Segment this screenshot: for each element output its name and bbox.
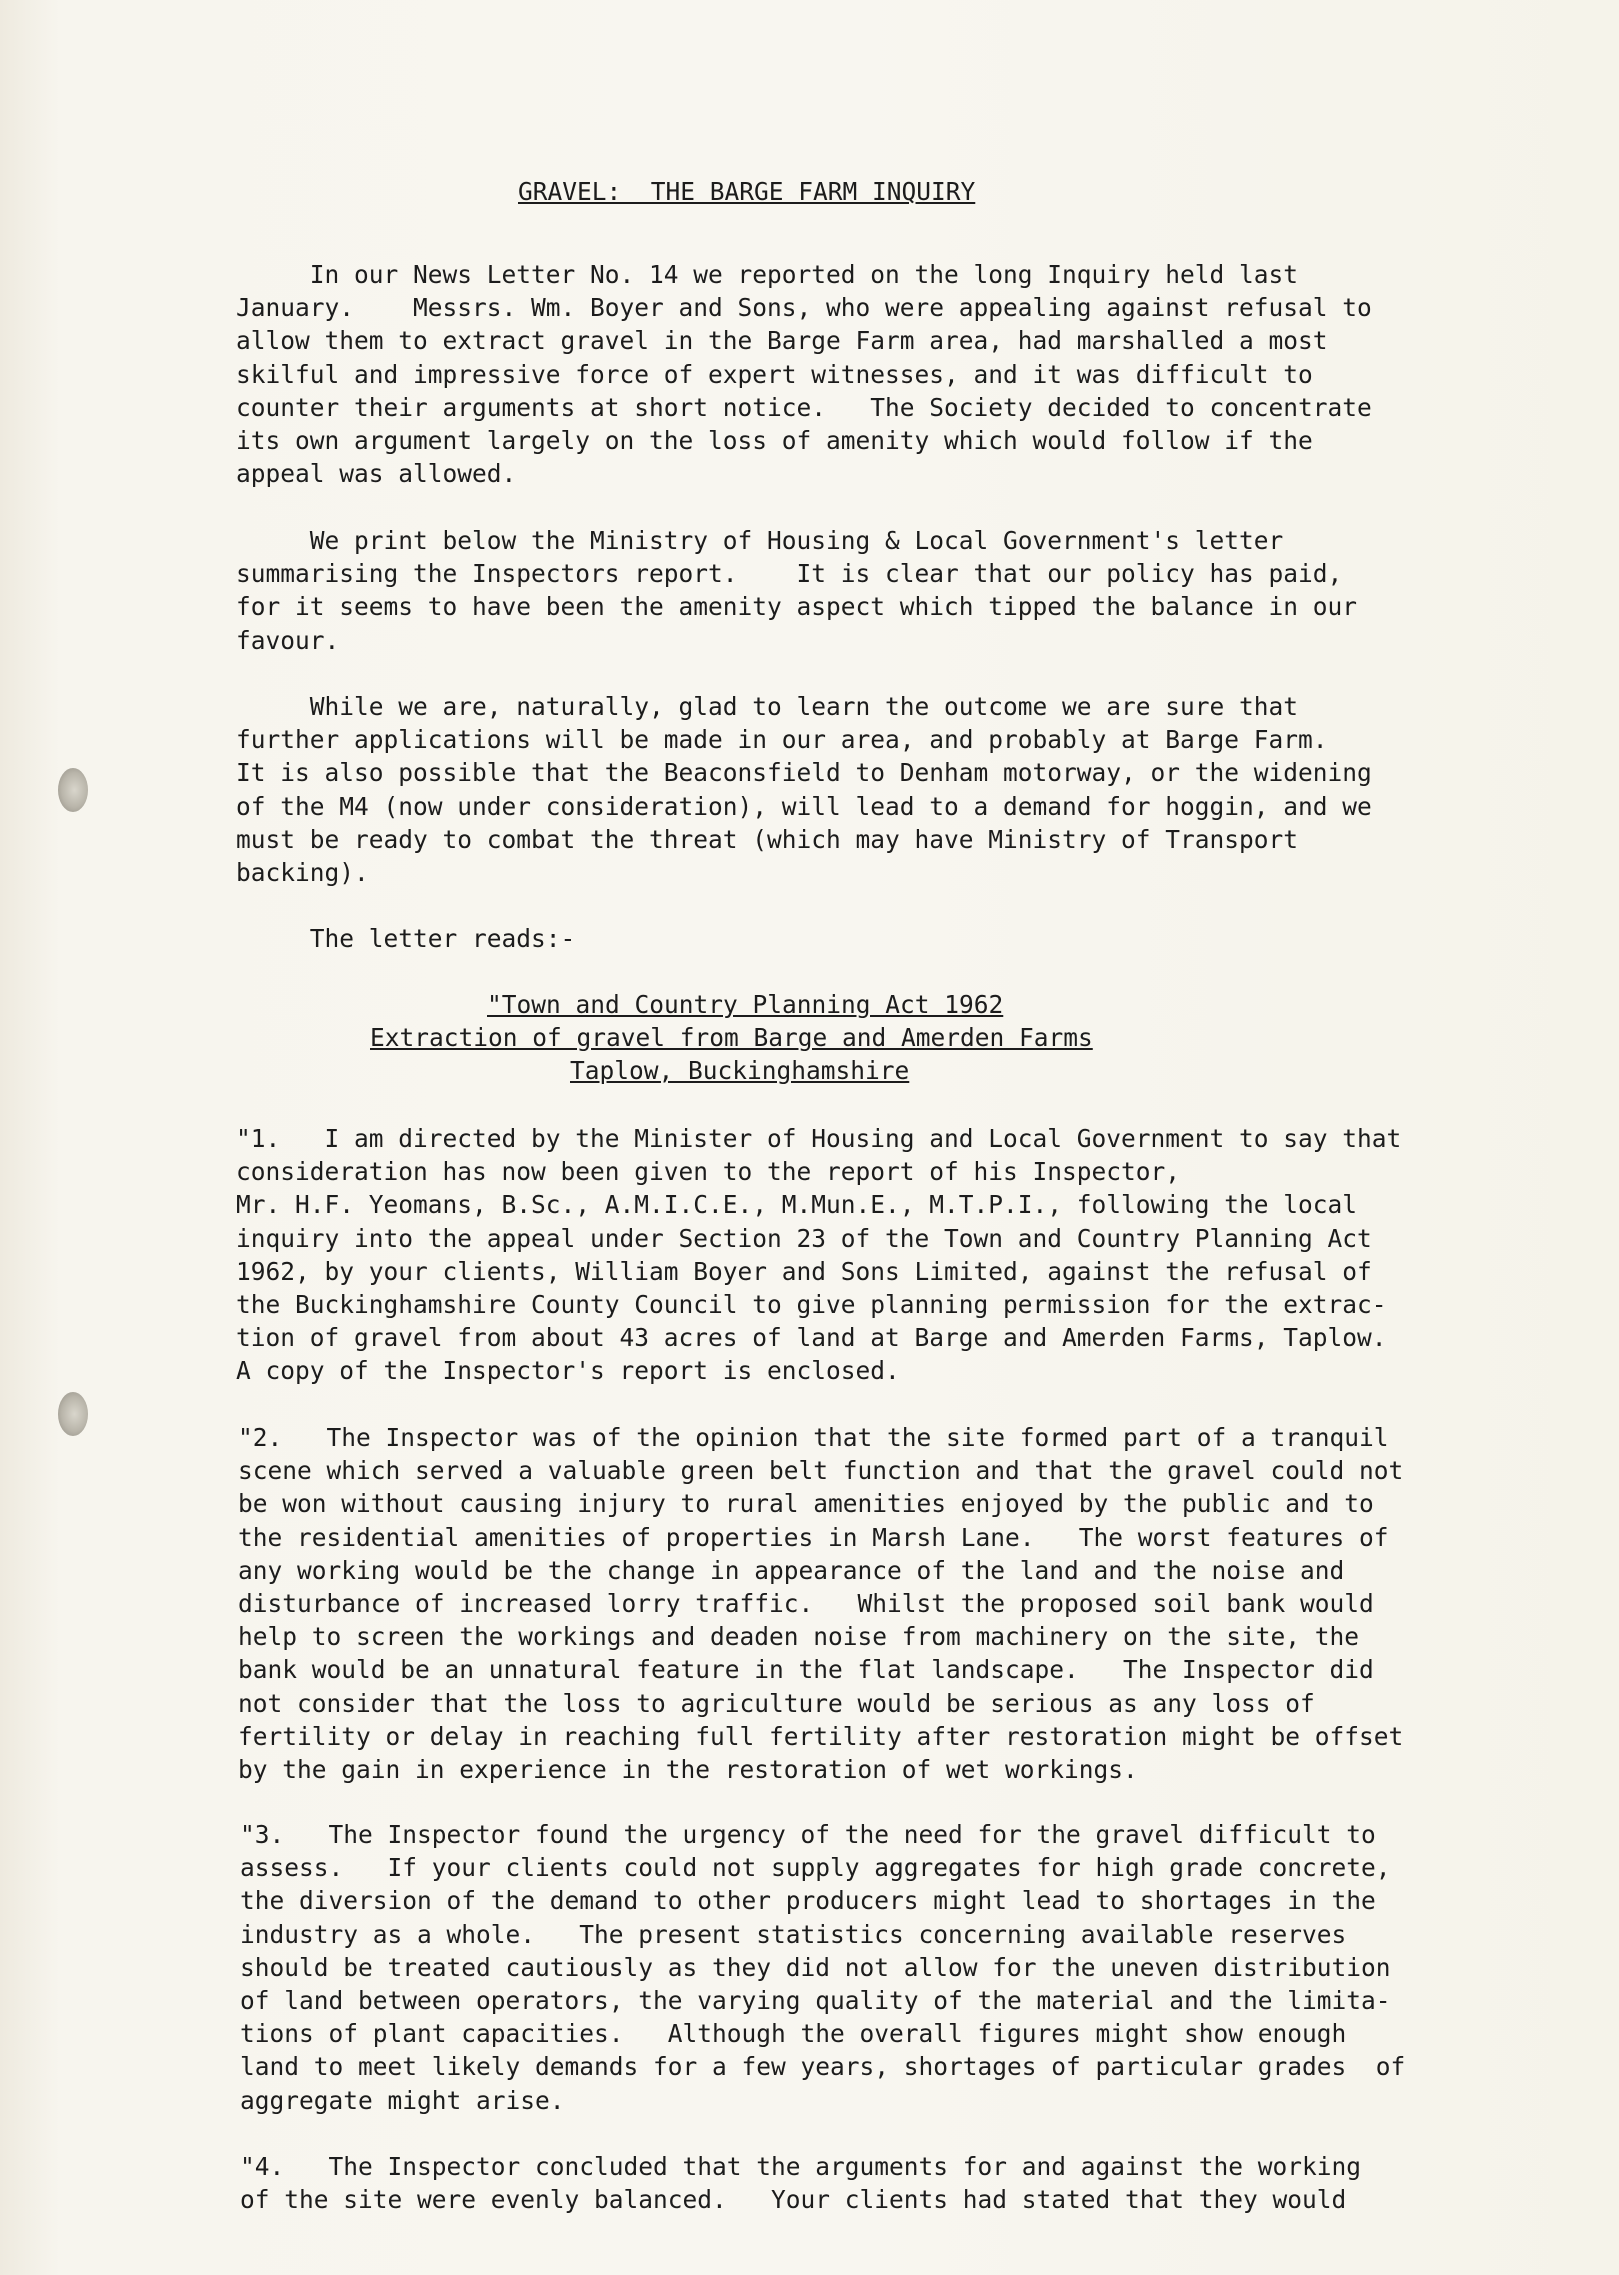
letter-item-3: "3. The Inspector found the urgency of the need for the gravel difficult to assess. If your clients could not supply aggregates for high grade concrete, the diversion of the demand to other producers might lead to shortages in the industry as a whole. The present statistics concerning available reserves should be treated cautiously as they did not allow for the uneven distribution of land between operators, the varying quality of the material and the limita- tions of plant capacities. Although the overall figures might show enough land to meet likely demands for a few years, shortages of particular grades of aggregate might arise. [240, 1820, 1406, 2115]
letter-heading-1: "Town and Country Planning Act 1962 [487, 990, 1004, 1019]
letter-item-1: "1. I am directed by the Minister of Housing and Local Government to say that consideration has now been given to the report of his Inspector, Mr. H.F. Yeomans, B.Sc., A.M.I.C.E., M.Mun.E., M.T.P.I., following the local inquiry into the appeal under Section 23 of the Town and Country Planning Act 1962, by your clients, William Boyer and Sons Limited, against the refusal of the Buckinghamshire County Council to give planning permission for the extrac- tion of gravel from about 43 acres of land at Barge and Amerden Farms, Taplow. A copy of the Inspector's report is enclosed. [236, 1124, 1402, 1386]
punch-hole-bottom [58, 1392, 88, 1436]
letter-item-2: "2. The Inspector was of the opinion that the site formed part of a tranquil scene which served a valuable green belt function and that the gravel could not be won without causing injury to rural amenities enjoyed by the public and to the residential amenities of properties in Marsh Lane. The worst features of any working would be the change in appearance of the land and the noise and disturbance of increased lorry traffic. Whilst the proposed soil bank would help to screen the workings and deaden noise from machinery on the site, the bank would be an unnatural feature in the flat landscape. The Inspector did not consider that the loss to agriculture would be serious as any loss of fertility or delay in reaching full fertility after restoration might be offset by the gain in experience in the restoration of wet workings. [238, 1423, 1404, 1785]
letter-heading-2: Extraction of gravel from Barge and Amerden Farms [370, 1023, 1093, 1052]
paragraph-3: While we are, naturally, glad to learn the outcome we are sure that further applications will be made in our area, and probably at Barge Farm. It is also possible that the Beaconsfield to Denham motorway, or the widening of the M4 (now under consideration), will lead to a demand for hoggin, and we must be ready to combat the threat (which may have Ministry of Transport backing). [236, 692, 1372, 888]
letter-heading-3: Taplow, Buckinghamshire [570, 1056, 910, 1085]
letter-intro: The letter reads:- [236, 924, 576, 953]
document-title: GRAVEL: THE BARGE FARM INQUIRY [518, 177, 976, 206]
paragraph-1: In our News Letter No. 14 we reported on the long Inquiry held last January. Messrs. Wm. Boyer and Sons, who were appealing against refusal to allow them to extract gravel in the Barge Farm area, had marshalled a most skilful and impressive force of expert witnesses, and it was difficult to counter their arguments at short notice. The Society decided to concentrate its own argument largely on the loss of amenity which would follow if the appeal was allowed. [236, 260, 1372, 489]
paragraph-2: We print below the Ministry of Housing & Local Government's letter summarising the Inspectors report. It is clear that our policy has paid, for it seems to have been the amenity aspect which tipped the balance in our favour. [236, 526, 1358, 655]
punch-hole-top [58, 768, 88, 812]
letter-item-4: "4. The Inspector concluded that the arguments for and against the working of the site were evenly balanced. Your clients had stated that they would [240, 2152, 1362, 2215]
